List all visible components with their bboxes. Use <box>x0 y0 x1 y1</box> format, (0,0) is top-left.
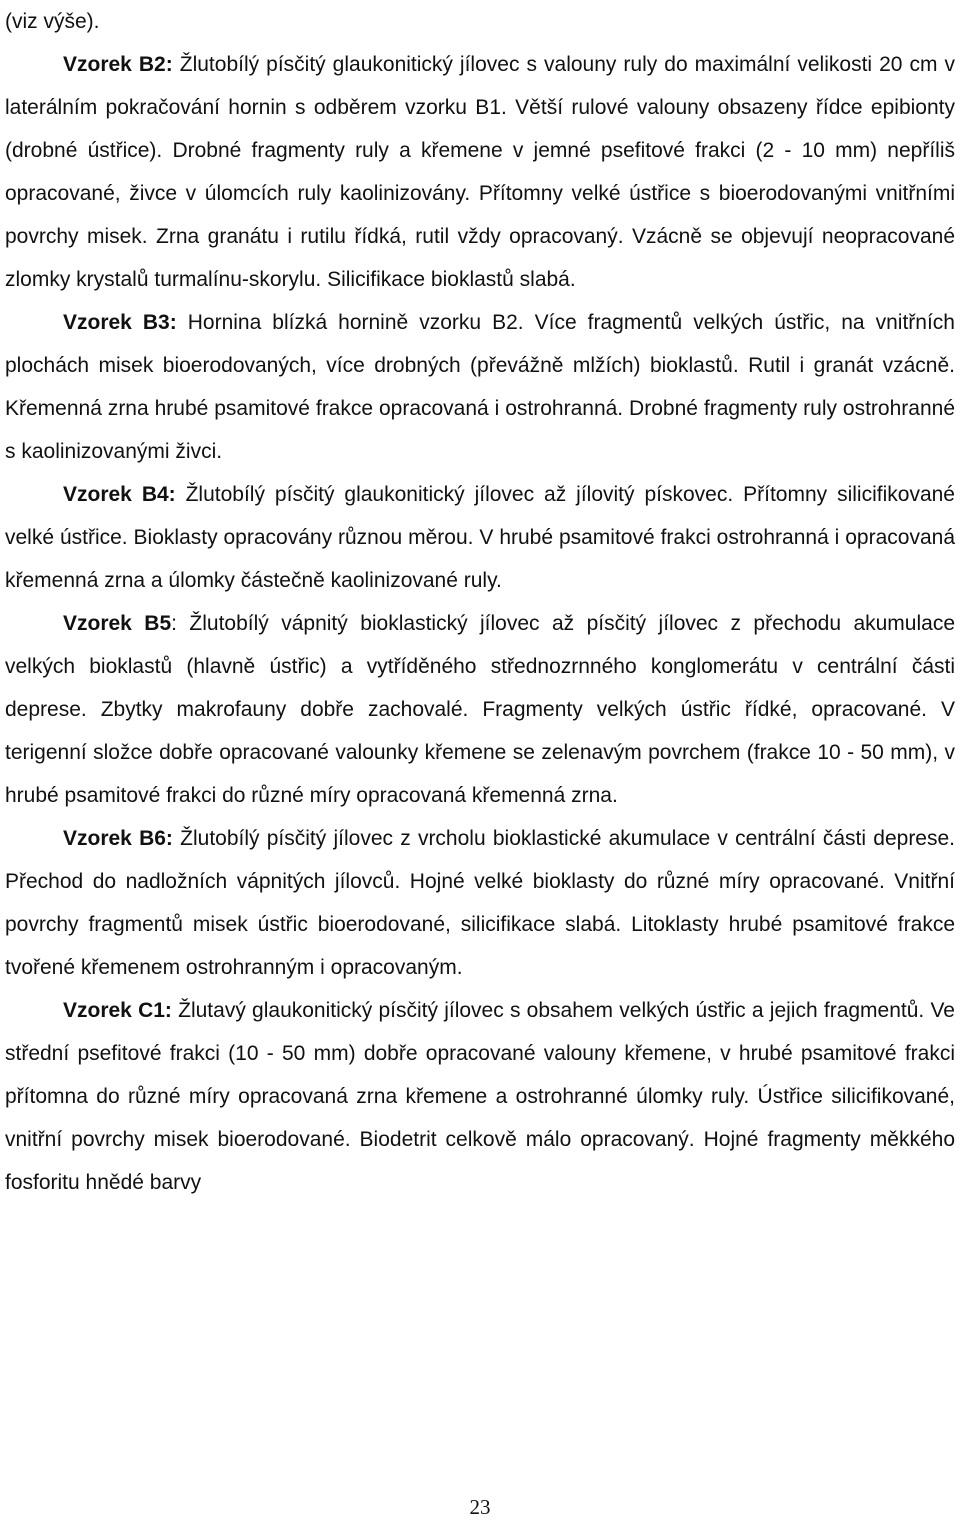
sample-text-b2: Žlutobílý písčitý glaukonitický jílovec s valouny ruly do maximální velikosti 20 cm v laterálním pokračování hornin s odběrem vzorku B1. Větší rulové valouny obsazeny řídce epibionty (drobné ústřice). Drobné fragmenty ruly a křemene v jemné psefitové frakci (2 - 10 mm) nepříliš opracované, živce v úlomcích ruly kaolinizovány. Přítomny velké ústřice s bioerodovanými vnitřními povrchy misek. Zrna granátu i rutilu řídká, rutil vždy opracovaný. Vzácně se objevují neopracované zlomky krystalů turmalínu-skorylu. Silicifikace bioklastů slabá. <box>5 53 955 291</box>
sample-text-b4: Žlutobílý písčitý glaukonitický jílovec až jílovitý pískovec. Přítomny silicifikované velké ústřice. Bioklasty opracovány různou měrou. V hrubé psamitové frakci ostrohranná i opracovaná křemenná zrna a úlomky částečně kaolinizované ruly. <box>5 483 955 592</box>
sample-label-c1: Vzorek C1: <box>63 999 172 1022</box>
paragraph-sample-b2 <box>5 43 955 301</box>
page-number: 23 <box>469 1495 491 1519</box>
paragraph-sample-c1 <box>5 989 955 1204</box>
sample-label-b3: Vzorek B3: <box>63 311 177 334</box>
paragraph-sample-b3 <box>5 301 955 473</box>
sample-text-b6: Žlutobílý písčitý jílovec z vrcholu bioklastické akumulace v centrální části deprese. Přechod do nadložních vápnitých jílovců. Hojné velké bioklasty do různé míry opracované. Vnitřní povrchy fragmentů misek ústřic bioerodované, silicifikace slabá. Litoklasty hrubé psamitové frakce tvořené křemenem ostrohranným i opracovaným. <box>5 827 956 979</box>
sample-text-c1: Žlutavý glaukonitický písčitý jílovec s obsahem velkých ústřic a jejich fragmentů. Ve střední psefitové frakci (10 - 50 mm) dobře opracované valouny křemene, v hrubé psamitové frakci přítomna do různé míry opracovaná zrna křemene a ostrohranné úlomky ruly. Ústřice silicifikované, vnitřní povrchy misek bioerodované. Biodetrit celkově málo opracovaný. Hojné fragmenty měkkého fosforitu hnědé barvy <box>5 999 955 1194</box>
document-page <box>5 0 955 1204</box>
paragraph-sample-b5 <box>5 602 955 817</box>
paragraph-sample-b4 <box>5 473 955 602</box>
sample-label-b6: Vzorek B6: <box>63 827 173 850</box>
intro-line: (viz výše). <box>5 10 100 33</box>
sample-label-b4: Vzorek B4: <box>63 483 176 506</box>
sample-label-b2: Vzorek B2: <box>63 53 173 76</box>
sample-text-b3: Hornina blízká hornině vzorku B2. Více fragmentů velkých ústřic, na vnitřních plochách misek bioerodovaných, více drobných (převážně mlžích) bioklastů. Rutil i granát vzácně. Křemenná zrna hrubé psamitové frakce opracovaná i ostrohranná. Drobné fragmenty ruly ostrohranné s kaolinizovanými živci. <box>5 311 955 463</box>
sample-text-b5: : Žlutobílý vápnitý bioklastický jílovec až písčitý jílovec z přechodu akumulace velkých bioklastů (hlavně ústřic) a vytříděného střednozrnného konglomerátu v centrální části deprese. Zbytky makrofauny dobře zachovalé. Fragmenty velkých ústřic řídké, opracované. V terigenní složce dobře opracované valounky křemene se zelenavým povrchem (frakce 10 - 50 mm), v hrubé psamitové frakci do různé míry opracovaná křemenná zrna. <box>5 612 955 807</box>
sample-label-b5: Vzorek B5 <box>63 612 172 635</box>
paragraph-sample-b6 <box>5 817 955 989</box>
